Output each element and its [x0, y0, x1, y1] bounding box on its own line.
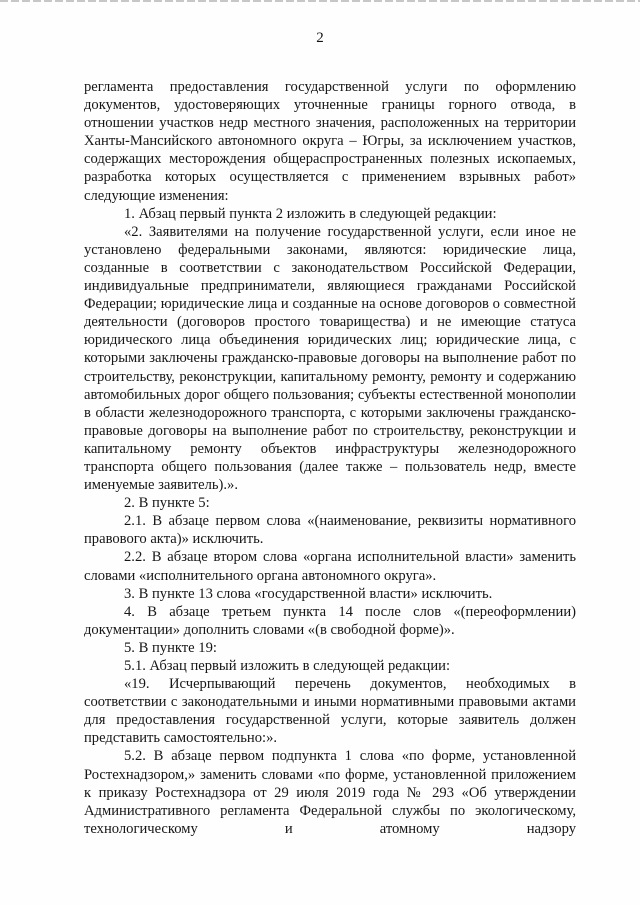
paragraph-item-5-1: 5.1. Абзац первый изложить в следующей редакции: — [124, 658, 451, 674]
scan-edge-line — [0, 0, 640, 2]
page-number: 2 — [316, 30, 324, 46]
paragraph-item-4: 4. В абзаце третьем пункта 14 после слов «(переоформлении) документации» дополнить словами «(в свободной форме)». — [84, 603, 576, 638]
paragraph-item-3: 3. В пункте 13 слова «государственной власти» исключить. — [124, 585, 493, 602]
paragraph-item-5-2: 5.2. В абзаце первом подпункта 1 слова «по форме, установленной Ростехнадзором,» заменить словами «по форме, установленной приложением к приказу Ростехнадзора от 29 июля 2019 года № 293 «Об утверждении Административного регламента Федеральной службы по экологическому, технологическому и атомному надзору — [84, 748, 576, 837]
paragraph-item-2: 2. В пункте 5: — [124, 495, 210, 512]
paragraph-item-2-1: 2.1. В абзаце первом слова «(наименование, реквизиты нормативного правового акта)» исключить. — [84, 513, 576, 548]
paragraph-item-5: 5. В пункте 19: — [124, 639, 217, 656]
paragraph-quote-19: «19. Исчерпывающий перечень документов, необходимых в соответствии с законодательными и иными нормативными правовыми актами для предоставления государственной услуги, которые заявитель должен представить самостоятельно:». — [84, 676, 576, 747]
document-body — [84, 78, 576, 838]
paragraph-intro: регламента предоставления государственной услуги по оформлению документов, удостоверяющих уточненные границы горного отвода, в отношении участков недр местного значения, расположенных на территории Ханты-Мансийского автономного округа – Югры, за исключением участков, содержащих месторождения общераспространенных полезных ископаемых, разработка которых осуществляется с применением взрывных работ» следующие изменения: — [84, 79, 576, 204]
paragraph-item-1: 1. Абзац первый пункта 2 изложить в следующей редакции: — [124, 205, 497, 222]
paragraph-quote-2: «2. Заявителями на получение государственной услуги, если иное не установлено федеральными законами, являются: юридические лица, созданные в соответствии с законодательством Российской Федерации, индивидуальные предприниматели, являющиеся гражданами Российской Федерации; юридические лица и созданные на основе договоров о совместной деятельности (договоров простого товарищества) и не имеющие статуса юридического лица объединения юридических лиц; юридические лица, с которыми заключены гражданско-правовые договоры на выполнение работ по строительству, реконструкции, капитальному ремонту, ремонту и содержанию автомобильных дорог общего пользования; субъекты естественной монополии в области железнодорожного транспорта, с которыми заключены гражданско-правовые договоры на выполнение работ по строительству, реконструкции и капитальному ремонту объектов инфраструктуры железнодорожного транспорта общего пользования (далее также – пользователь недр, вместе именуемые заявитель).». — [84, 223, 576, 494]
paragraph-item-2-2: 2.2. В абзаце втором слова «органа исполнительной власти» заменить словами «исполнительного органа автономного округа». — [84, 549, 576, 584]
